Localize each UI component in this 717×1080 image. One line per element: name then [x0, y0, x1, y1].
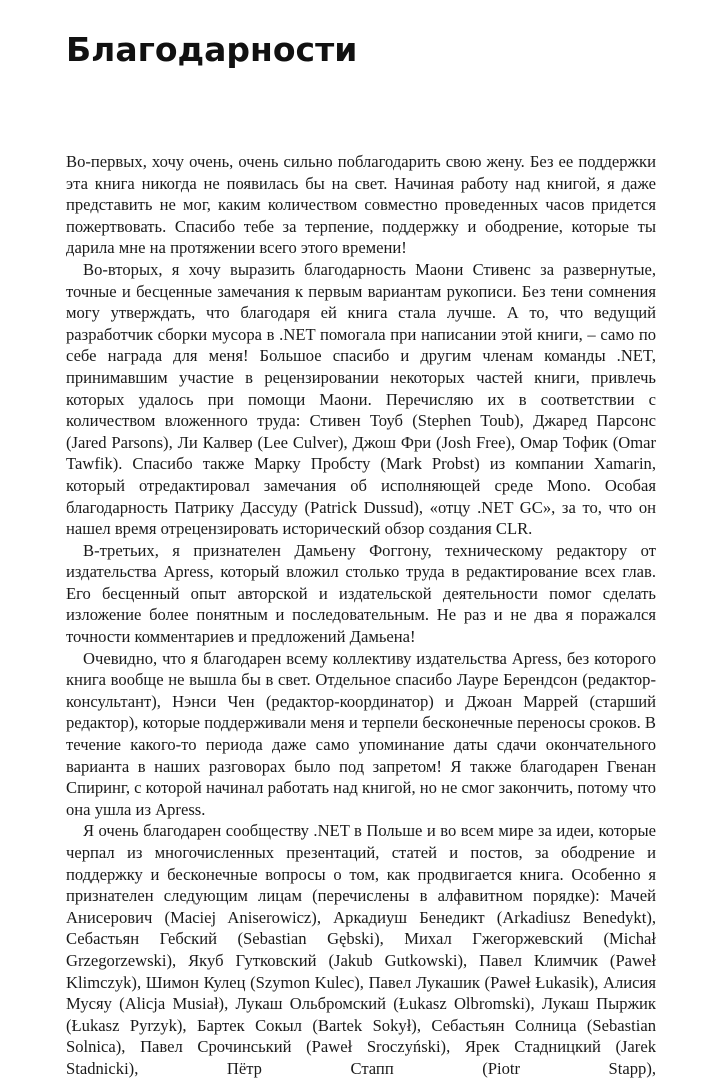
page-title: Благодарности: [66, 30, 358, 69]
paragraph-1: Во-первых, хочу очень, очень сильно поблагодарить свою жену. Без ее поддержки эта книга никогда не появилась бы на свет. Начиная работу над книгой, я даже представить не мог, каким количеством совместно проведенных часов придется пожертвовать. Спасибо тебе за терпение, поддержку и ободрение, которые ты дарила мне на протяжении всего этого времени!: [66, 152, 656, 258]
paragraph-2: Во-вторых, я хочу выразить благодарность Маони Стивенс за развернутые, точные и бесценные замечания к первым вариантам рукописи. Без тени сомнения могу утверждать, что благодаря ей книга стала лучше. А то, что ведущий разработчик сборки мусора в .NET помогала при написании этой книги, – само по себе награда для меня! Большое спасибо и другим членам команды .NET, принимавшим участие в рецензировании некоторых частей книги, привлечь которых удалось при помощи Маони. Перечисляю их в соответствии с количеством вложенного труда: Стивен Тоуб (Stephen Toub), Джаред Парсонс (Jared Parsons), Ли Калвер (Lee Culver), Джош Фри (Josh Free), Омар Тофик (Omar Tawfik). Спасибо также Марку Пробсту (Mark Probst) из компании Xamarin, который отредактировал замечания об исполняющей среде Mono. Особая благодарность Патрику Дассуду (Patrick Dussud), «отцу .NET GC», за то, что он нашел время отрецензировать исторический обзор создания CLR.: [66, 259, 656, 539]
paragraph-4: Очевидно, что я благодарен всему коллективу издательства Apress, без которого книга вообще не вышла бы в свет. Отдельное спасибо Лауре Берендсон (редактор-консультант), Нэнси Чен (редактор-координатор) и Джоан Маррей (старший редактор), которые поддерживали меня и терпели бесконечные переносы сроков. В течение какого-то периода даже само упоминание даты сдачи окончательного варианта в наших разговорах было под запретом! Я также благодарен Гвенан Спиринг, с которой начинал работать над книгой, но не смог закончить, потому что она ушла из Apress.: [66, 648, 656, 819]
acknowledgements-text: [66, 151, 656, 1080]
paragraph-3: В-третьих, я признателен Дамьену Фоггону, техническому редактору от издательства Apress, который вложил столько труда в редактирование всех глав. Его бесценный опыт авторской и издательской деятельности помог сделать изложение более понятным и последовательным. Не раз и не два я поражался точности комментариев и предложений Дамьена!: [66, 540, 656, 647]
paragraph-5: Я очень благодарен сообществу .NET в Польше и во всем мире за идеи, которые черпал из многочисленных презентаций, статей и постов, за ободрение и поддержку и бесконечные вопросы о том, как продвигается книга. Особенно я признателен следующим лицам (перечислены в алфавитном порядке): Мачей Анисерович (Maciej Aniserowicz), Аркадиуш Бенедикт (Arkadiusz Benedykt), Себастьян Гебский (Sebastian Gębski), Михал Гжегоржевский (Michał Grzegorzewski), Якуб Гутковский (Jakub Gutkowski), Павел Климчик (Paweł Klimczyk), Шимон Кулец (Szymon Kulec), Павел Лукашик (Paweł Łukasik), Алисия Мусяу (Alicja Musiał), Лукаш Ольбромский (Łukasz Olbromski), Лукаш Пыржик (Łukasz Pyrzyk), Бартек Сокыл (Bartek Sokył), Себастьян Солница (Sebastian Solnica), Павел Срочинський (Paweł Sroczyński), Ярек Стадницкий (Jarek Stadnicki), Пётр Стапп (Piotr Stapp),: [66, 821, 656, 1078]
